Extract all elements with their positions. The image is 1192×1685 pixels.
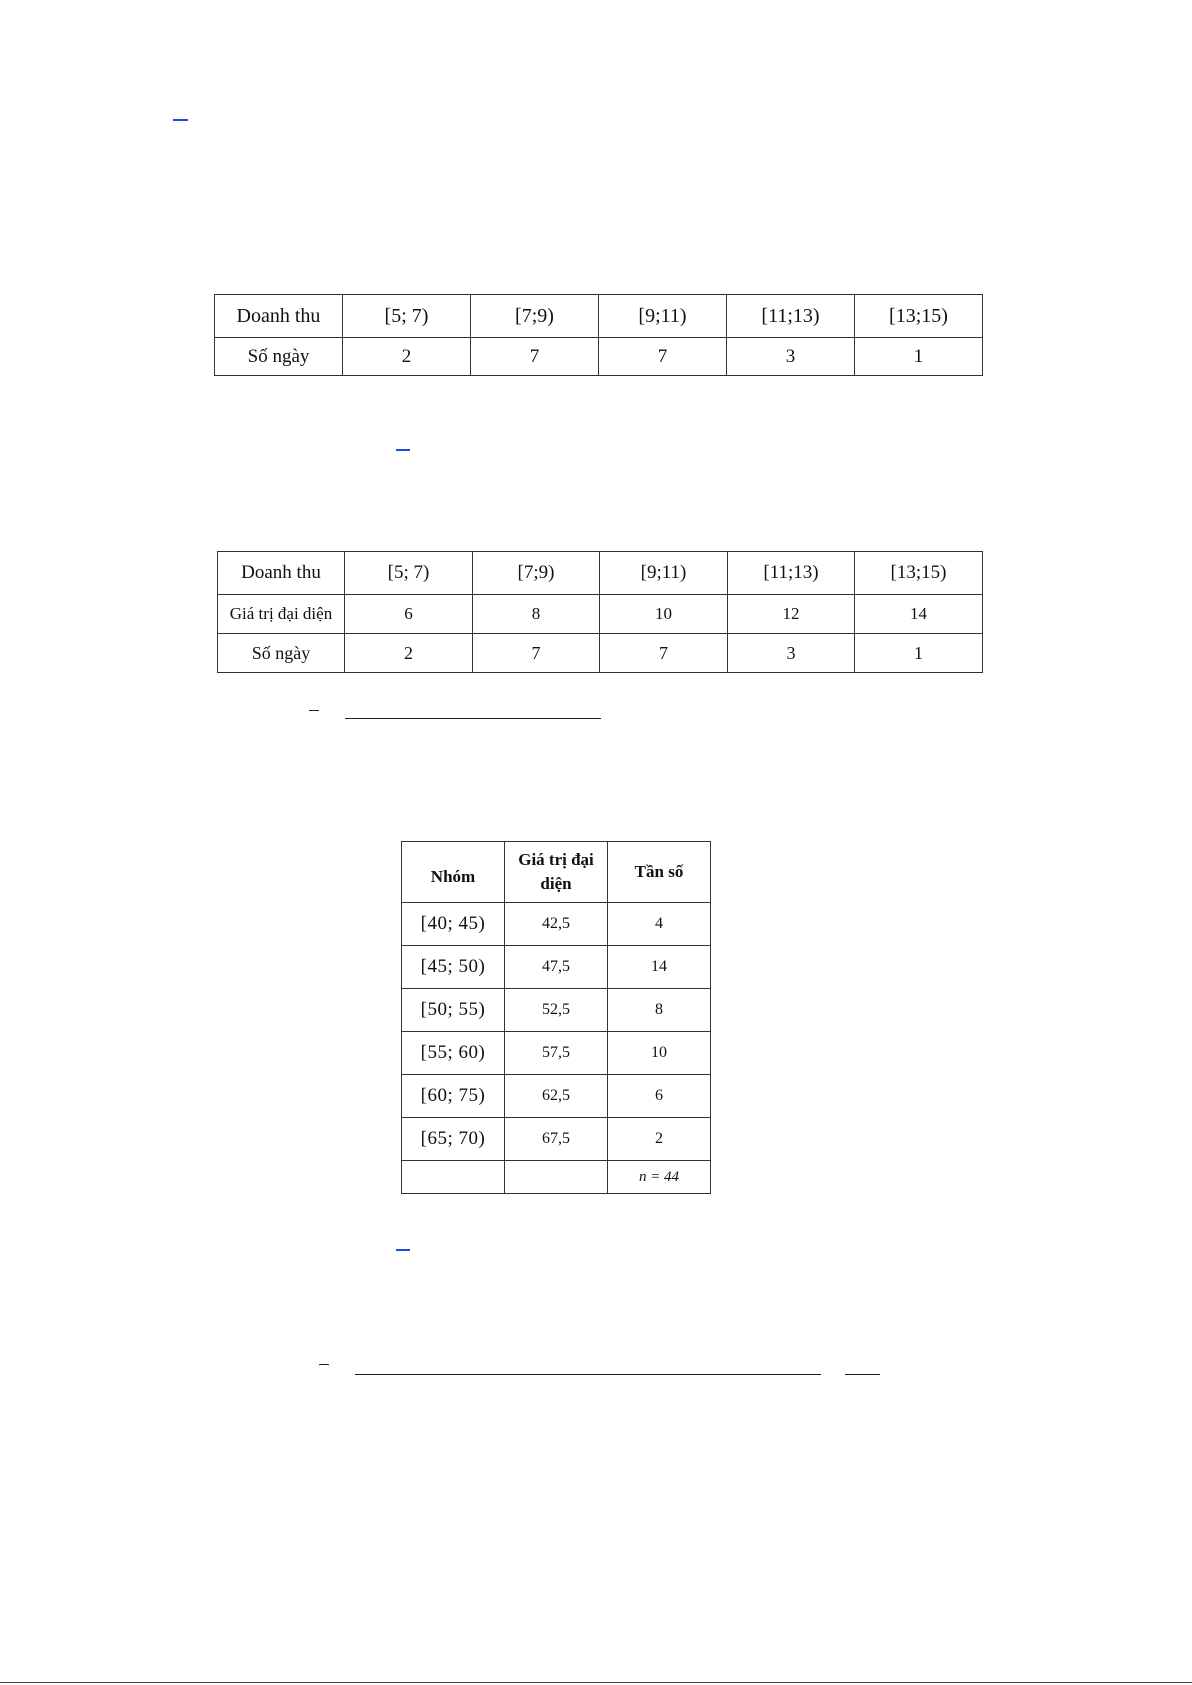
rep-cell: 14 — [855, 595, 983, 634]
count-cell: 1 — [855, 634, 983, 673]
freq-cell: 14 — [608, 946, 711, 989]
count-cell: 7 — [600, 634, 728, 673]
mean-bar-mark — [319, 1364, 329, 1365]
count-cell: 7 — [599, 338, 727, 376]
rep-cell: 6 — [345, 595, 473, 634]
row-label: Số ngày — [218, 634, 345, 673]
table-row — [402, 1075, 711, 1118]
table-row — [402, 946, 711, 989]
rep-cell: 67,5 — [505, 1118, 608, 1161]
blue-mark-2 — [396, 449, 410, 451]
freq-cell: 10 — [608, 1032, 711, 1075]
group-cell: [55; 60) — [402, 1032, 505, 1075]
interval-cell: [7;9) — [471, 295, 599, 338]
group-cell: [65; 70) — [402, 1118, 505, 1161]
count-cell: 2 — [343, 338, 471, 376]
header-label: Doanh thu — [215, 295, 343, 338]
table-row — [402, 1032, 711, 1075]
interval-cell: [11;13) — [728, 552, 855, 595]
mean-bar-mark — [309, 710, 319, 711]
count-cell: 2 — [345, 634, 473, 673]
group-frequency-table — [401, 841, 711, 1194]
rep-cell: 12 — [728, 595, 855, 634]
row-label: Số ngày — [215, 338, 343, 376]
count-cell: 3 — [728, 634, 855, 673]
total-cell: n = 44 — [608, 1161, 711, 1194]
count-cell: 3 — [727, 338, 855, 376]
group-cell: [45; 50) — [402, 946, 505, 989]
interval-cell: [7;9) — [473, 552, 600, 595]
rep-cell: 57,5 — [505, 1032, 608, 1075]
blue-mark-1 — [173, 119, 188, 121]
freq-cell: 6 — [608, 1075, 711, 1118]
freq-cell: 4 — [608, 903, 711, 946]
page-bottom-rule — [0, 1682, 1192, 1683]
interval-cell: [11;13) — [727, 295, 855, 338]
freq-cell: 2 — [608, 1118, 711, 1161]
fraction-line — [345, 718, 601, 719]
empty-cell — [505, 1161, 608, 1194]
group-cell: [50; 55) — [402, 989, 505, 1032]
table-row — [402, 989, 711, 1032]
interval-cell: [13;15) — [855, 295, 983, 338]
group-cell: [40; 45) — [402, 903, 505, 946]
table-row — [402, 1118, 711, 1161]
rep-cell: 62,5 — [505, 1075, 608, 1118]
empty-cell — [402, 1161, 505, 1194]
interval-cell: [5; 7) — [343, 295, 471, 338]
interval-cell: [13;15) — [855, 552, 983, 595]
rep-cell: 42,5 — [505, 903, 608, 946]
rep-cell: 8 — [473, 595, 600, 634]
revenue-table — [214, 294, 983, 376]
rep-cell: 47,5 — [505, 946, 608, 989]
interval-cell: [5; 7) — [345, 552, 473, 595]
fraction-line — [845, 1374, 880, 1375]
count-cell: 7 — [471, 338, 599, 376]
group-cell: [60; 75) — [402, 1075, 505, 1118]
count-cell: 7 — [473, 634, 600, 673]
representative-value-table — [217, 551, 983, 673]
freq-cell: 8 — [608, 989, 711, 1032]
column-header-freq: Tần số — [608, 842, 711, 903]
interval-cell: [9;11) — [600, 552, 728, 595]
blue-mark-3 — [396, 1249, 410, 1251]
table-row — [402, 903, 711, 946]
column-header-group: Nhóm — [402, 842, 505, 903]
header-label: Doanh thu — [218, 552, 345, 595]
rep-label: Giá trị đại diện — [218, 595, 345, 634]
fraction-line — [355, 1374, 821, 1375]
rep-cell: 52,5 — [505, 989, 608, 1032]
count-cell: 1 — [855, 338, 983, 376]
rep-cell: 10 — [600, 595, 728, 634]
interval-cell: [9;11) — [599, 295, 727, 338]
column-header-rep: Giá trị đại diện — [505, 842, 608, 903]
